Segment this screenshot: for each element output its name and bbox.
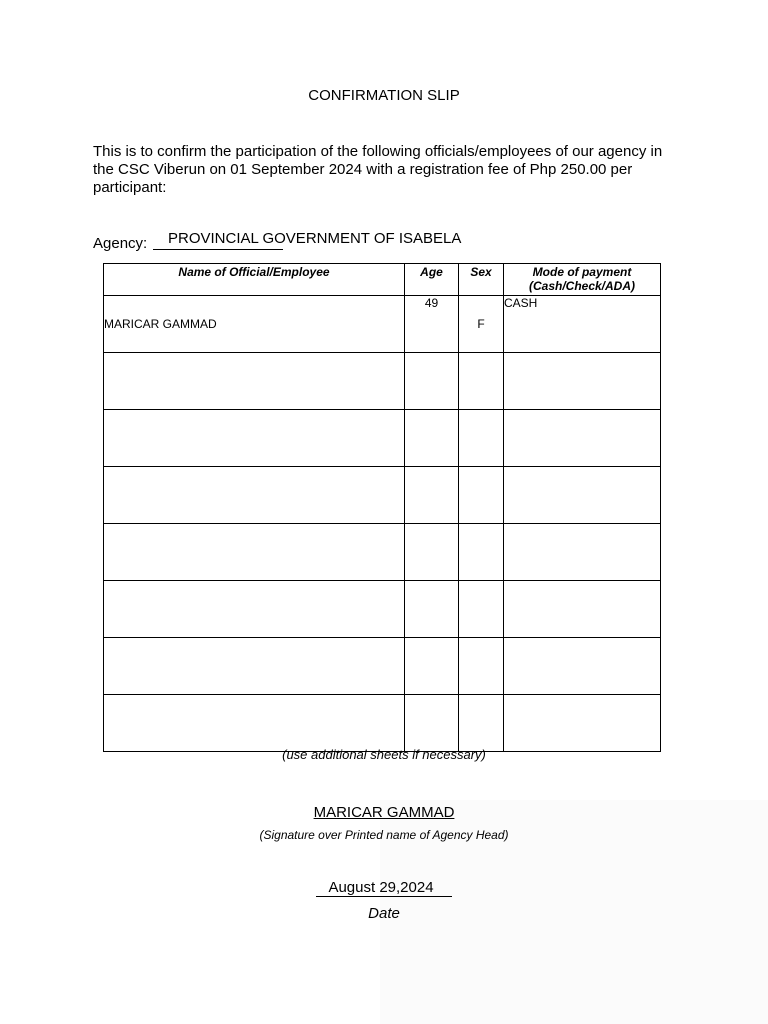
signature-date-text: August 29,2024	[316, 879, 451, 897]
table-row	[104, 581, 661, 638]
cell-age	[405, 581, 459, 638]
cell-mode	[504, 638, 661, 695]
table-row	[104, 524, 661, 581]
header-sex: Sex	[459, 264, 504, 296]
header-mode-line1: Mode of payment	[532, 265, 632, 279]
cell-age	[405, 353, 459, 410]
table-row	[104, 353, 661, 410]
cell-age	[405, 524, 459, 581]
header-mode-line2: (Cash/Check/ADA)	[528, 279, 636, 293]
cell-name	[104, 467, 405, 524]
agency-head-name	[0, 804, 768, 821]
intro-paragraph: This is to confirm the participation of the following officials/employees of our agency in the CSC Viberun on 01 September 2024 with a registration fee of Php 250.00 per participant:	[93, 143, 663, 196]
header-mode	[504, 264, 661, 296]
agency-value: PROVINCIAL GOVERNMENT OF ISABELA	[168, 230, 462, 247]
table-row	[104, 296, 661, 353]
cell-mode	[504, 353, 661, 410]
cell-age	[405, 467, 459, 524]
cell-sex	[459, 638, 504, 695]
cell-mode	[504, 695, 661, 752]
cell-mode	[504, 581, 661, 638]
cell-mode	[504, 467, 661, 524]
cell-mode: CASH	[504, 296, 661, 353]
header-age: Age	[405, 264, 459, 296]
agency-label: Agency:	[93, 235, 148, 252]
date-label: Date	[368, 905, 400, 922]
table-header-row	[104, 264, 661, 296]
cell-mode	[504, 410, 661, 467]
cell-name: MARICAR GAMMAD	[104, 296, 405, 353]
cell-sex	[459, 353, 504, 410]
agency-underline	[153, 249, 283, 250]
document-title: CONFIRMATION SLIP	[308, 87, 460, 104]
cell-sex	[459, 524, 504, 581]
cell-sex	[459, 581, 504, 638]
agency-head-name-text: MARICAR GAMMAD	[313, 804, 455, 821]
signature-date	[0, 879, 768, 897]
cell-sex: F	[459, 296, 504, 353]
cell-age	[405, 638, 459, 695]
cell-sex	[459, 410, 504, 467]
table-row	[104, 638, 661, 695]
cell-sex	[459, 467, 504, 524]
participants-table	[103, 263, 661, 752]
cell-age: 49	[405, 296, 459, 353]
cell-name	[104, 695, 405, 752]
table-row	[104, 467, 661, 524]
table-body	[104, 296, 661, 752]
cell-age	[405, 695, 459, 752]
cell-sex	[459, 695, 504, 752]
additional-sheets-note: (use additional sheets if necessary)	[282, 747, 486, 762]
cell-name	[104, 638, 405, 695]
signature-caption: (Signature over Printed name of Agency Head)	[259, 828, 509, 842]
table-row	[104, 410, 661, 467]
header-name: Name of Official/Employee	[104, 264, 405, 296]
table-row	[104, 695, 661, 752]
cell-name	[104, 353, 405, 410]
cell-name	[104, 410, 405, 467]
cell-name	[104, 581, 405, 638]
cell-mode	[504, 524, 661, 581]
cell-name	[104, 524, 405, 581]
cell-age	[405, 410, 459, 467]
